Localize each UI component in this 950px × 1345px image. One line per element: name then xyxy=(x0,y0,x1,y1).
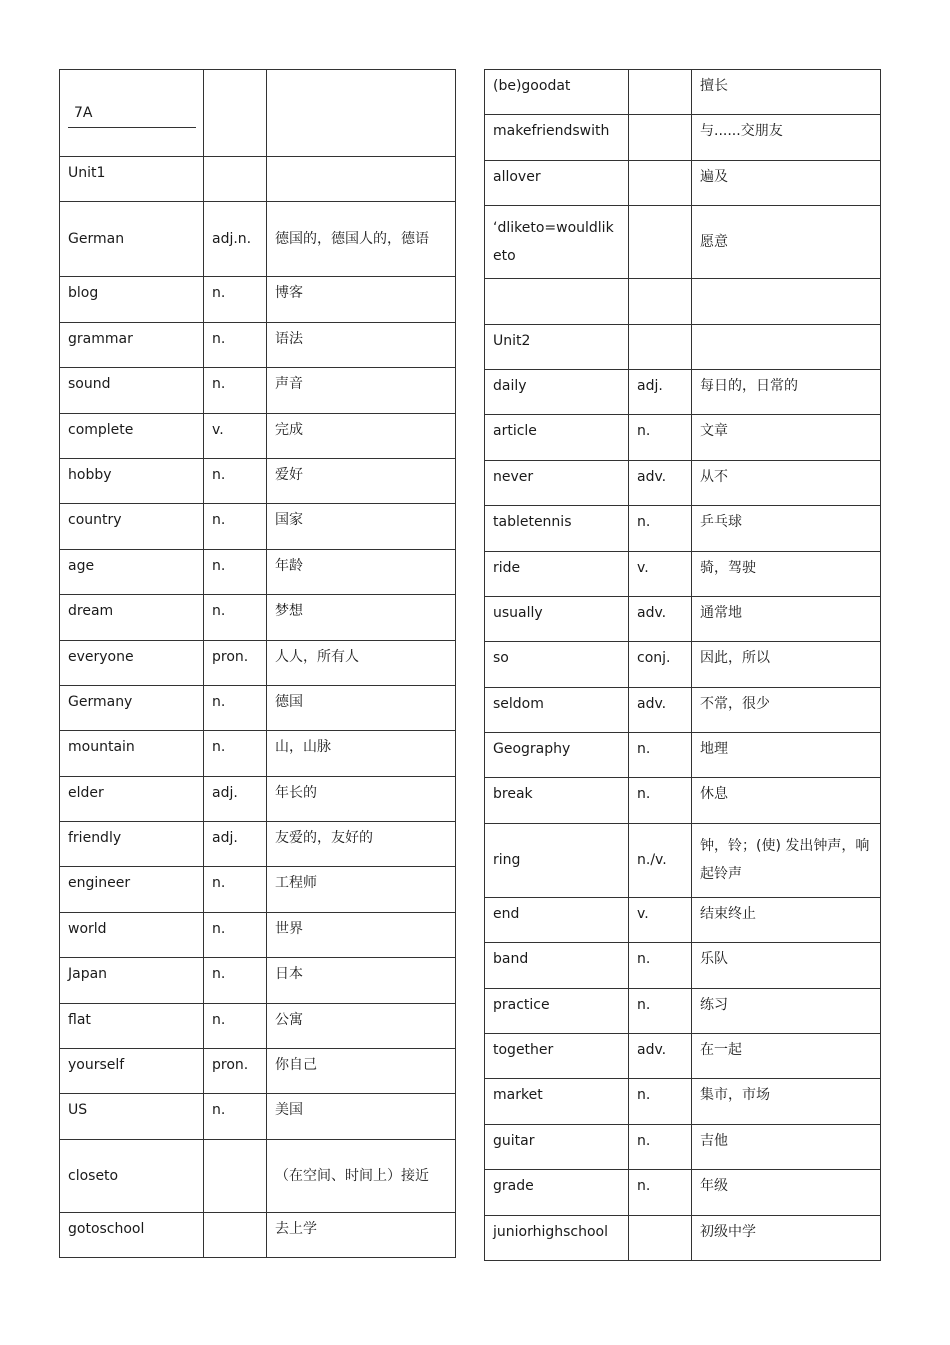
word-cell: gotoschool xyxy=(60,1212,204,1257)
word-cell: guitar xyxy=(485,1124,629,1169)
word-cell: world xyxy=(60,912,204,957)
word-cell: practice xyxy=(485,988,629,1033)
pos-cell: n. xyxy=(629,1079,692,1124)
meaning-cell: 遍及 xyxy=(692,160,881,205)
pos-cell xyxy=(629,160,692,205)
word-cell: juniorhighschool xyxy=(485,1215,629,1260)
vocab-row xyxy=(485,415,881,460)
meaning-cell: 爱好 xyxy=(267,458,456,503)
meaning-cell: （在空间、时间上）接近 xyxy=(267,1139,456,1212)
word-cell: tabletennis xyxy=(485,506,629,551)
word-cell: sound xyxy=(60,368,204,413)
word-cell: (be)goodat xyxy=(485,70,629,115)
vocab-row xyxy=(60,549,456,594)
vocab-row xyxy=(60,1094,456,1139)
meaning-cell: 集市，市场 xyxy=(692,1079,881,1124)
meaning-cell: 德国 xyxy=(267,685,456,730)
pos-cell: n./v. xyxy=(629,823,692,897)
meaning-cell: 乒乓球 xyxy=(692,506,881,551)
vocab-row xyxy=(60,1212,456,1257)
pos-cell: conj. xyxy=(629,642,692,687)
pos-cell: adv. xyxy=(629,1034,692,1079)
pos-cell xyxy=(204,1139,267,1212)
vocab-row xyxy=(485,115,881,160)
vocab-row xyxy=(485,460,881,505)
header-empty-cell xyxy=(204,70,267,157)
pos-cell: adv. xyxy=(629,596,692,641)
meaning-cell: 年长的 xyxy=(267,776,456,821)
vocab-row xyxy=(485,642,881,687)
meaning-cell: 年级 xyxy=(692,1170,881,1215)
pos-cell: pron. xyxy=(204,640,267,685)
vocab-row xyxy=(60,277,456,322)
vocab-row xyxy=(60,1139,456,1212)
meaning-cell: 梦想 xyxy=(267,595,456,640)
word-cell: closeto xyxy=(60,1139,204,1212)
meaning-cell xyxy=(267,157,456,202)
vocab-row xyxy=(485,160,881,205)
pos-cell: v. xyxy=(629,897,692,942)
meaning-cell: 工程师 xyxy=(267,867,456,912)
meaning-cell: 语法 xyxy=(267,322,456,367)
vocab-row xyxy=(60,413,456,458)
meaning-cell: 练习 xyxy=(692,988,881,1033)
vocab-row xyxy=(60,322,456,367)
meaning-cell: 声音 xyxy=(267,368,456,413)
meaning-cell: 年龄 xyxy=(267,549,456,594)
meaning-cell: 吉他 xyxy=(692,1124,881,1169)
word-cell: market xyxy=(485,1079,629,1124)
grade-label: 7A xyxy=(68,101,196,128)
meaning-cell: 愿意 xyxy=(692,206,881,279)
meaning-cell: 人人，所有人 xyxy=(267,640,456,685)
vocab-row xyxy=(485,551,881,596)
pos-cell: v. xyxy=(204,413,267,458)
pos-cell: n. xyxy=(204,912,267,957)
pos-cell: n. xyxy=(204,595,267,640)
word-cell: age xyxy=(60,549,204,594)
pos-cell: n. xyxy=(629,988,692,1033)
pos-cell xyxy=(629,324,692,369)
word-cell: break xyxy=(485,778,629,823)
vocab-row xyxy=(60,1049,456,1094)
pos-cell: n. xyxy=(204,277,267,322)
vocab-row xyxy=(60,595,456,640)
pos-cell: adj. xyxy=(204,776,267,821)
vocab-row xyxy=(485,778,881,823)
pos-cell: n. xyxy=(629,733,692,778)
meaning-cell: 国家 xyxy=(267,504,456,549)
meaning-cell xyxy=(692,324,881,369)
vocab-row xyxy=(60,822,456,867)
pos-cell: adv. xyxy=(629,460,692,505)
vocab-row xyxy=(60,458,456,503)
word-cell: everyone xyxy=(60,640,204,685)
word-cell: Unit2 xyxy=(485,324,629,369)
pos-cell: v. xyxy=(629,551,692,596)
word-cell: engineer xyxy=(60,867,204,912)
word-cell: German xyxy=(60,202,204,277)
header-empty-cell xyxy=(267,70,456,157)
vocab-row xyxy=(485,596,881,641)
pos-cell: adj.n. xyxy=(204,202,267,277)
pos-cell xyxy=(629,115,692,160)
vocab-row xyxy=(60,1003,456,1048)
pos-cell xyxy=(629,70,692,115)
pos-cell xyxy=(204,157,267,202)
vocab-row xyxy=(485,733,881,778)
vocab-row xyxy=(485,70,881,115)
word-cell: never xyxy=(485,460,629,505)
vocab-row xyxy=(485,1034,881,1079)
word-cell: flat xyxy=(60,1003,204,1048)
meaning-cell: 文章 xyxy=(692,415,881,460)
meaning-cell: 不常，很少 xyxy=(692,687,881,732)
word-cell: blog xyxy=(60,277,204,322)
pos-cell: n. xyxy=(629,778,692,823)
meaning-cell: 通常地 xyxy=(692,596,881,641)
word-cell: grade xyxy=(485,1170,629,1215)
meaning-cell: 每日的，日常的 xyxy=(692,369,881,414)
vocab-row xyxy=(485,1079,881,1124)
pos-cell: n. xyxy=(204,867,267,912)
vocab-table-right xyxy=(484,69,881,1261)
pos-cell: adj. xyxy=(204,822,267,867)
pos-cell xyxy=(629,279,692,324)
word-cell: complete xyxy=(60,413,204,458)
pos-cell: n. xyxy=(204,322,267,367)
word-cell: allover xyxy=(485,160,629,205)
pos-cell: n. xyxy=(629,415,692,460)
vocab-row xyxy=(485,1124,881,1169)
meaning-cell: 山，山脉 xyxy=(267,731,456,776)
pos-cell xyxy=(629,1215,692,1260)
vocab-row xyxy=(485,823,881,897)
pos-cell: n. xyxy=(629,506,692,551)
vocab-row xyxy=(485,687,881,732)
pos-cell: n. xyxy=(204,731,267,776)
vocab-row xyxy=(60,912,456,957)
word-cell: friendly xyxy=(60,822,204,867)
meaning-cell: 与......交朋友 xyxy=(692,115,881,160)
vocab-row xyxy=(485,943,881,988)
pos-cell: n. xyxy=(204,458,267,503)
pos-cell xyxy=(204,1212,267,1257)
pos-cell: n. xyxy=(629,943,692,988)
vocab-row xyxy=(485,324,881,369)
pos-cell: n. xyxy=(629,1124,692,1169)
word-cell: article xyxy=(485,415,629,460)
word-cell: seldom xyxy=(485,687,629,732)
word-cell: ‘dliketo=wouldliketo xyxy=(485,206,629,279)
word-cell: country xyxy=(60,504,204,549)
word-cell xyxy=(485,279,629,324)
vocab-row xyxy=(485,1215,881,1260)
vocab-row xyxy=(60,640,456,685)
table-header-row xyxy=(60,70,456,157)
meaning-cell: 公寓 xyxy=(267,1003,456,1048)
meaning-cell: 乐队 xyxy=(692,943,881,988)
word-cell: elder xyxy=(60,776,204,821)
vocab-row xyxy=(60,958,456,1003)
word-cell: US xyxy=(60,1094,204,1139)
vocab-row xyxy=(60,157,456,202)
pos-cell xyxy=(629,206,692,279)
vocab-row xyxy=(485,1170,881,1215)
vocab-row xyxy=(60,504,456,549)
pos-cell: adv. xyxy=(629,687,692,732)
word-cell: end xyxy=(485,897,629,942)
vocab-row xyxy=(60,776,456,821)
meaning-cell: 友爱的，友好的 xyxy=(267,822,456,867)
meaning-cell: 从不 xyxy=(692,460,881,505)
vocab-row xyxy=(485,506,881,551)
vocab-row xyxy=(485,988,881,1033)
pos-cell: n. xyxy=(204,958,267,1003)
word-cell: daily xyxy=(485,369,629,414)
word-cell: ring xyxy=(485,823,629,897)
meaning-cell: 擅长 xyxy=(692,70,881,115)
word-cell: band xyxy=(485,943,629,988)
meaning-cell: 结束终止 xyxy=(692,897,881,942)
pos-cell: adj. xyxy=(629,369,692,414)
word-cell: hobby xyxy=(60,458,204,503)
pos-cell: pron. xyxy=(204,1049,267,1094)
meaning-cell: 美国 xyxy=(267,1094,456,1139)
word-cell: grammar xyxy=(60,322,204,367)
word-cell: yourself xyxy=(60,1049,204,1094)
header-cell xyxy=(60,70,204,157)
meaning-cell: 德国的，德国人的，德语 xyxy=(267,202,456,277)
meaning-cell: 因此，所以 xyxy=(692,642,881,687)
word-cell: Germany xyxy=(60,685,204,730)
word-cell: so xyxy=(485,642,629,687)
pos-cell: n. xyxy=(204,1094,267,1139)
pos-cell: n. xyxy=(204,504,267,549)
meaning-cell: 骑，驾驶 xyxy=(692,551,881,596)
word-cell: Geography xyxy=(485,733,629,778)
word-cell: together xyxy=(485,1034,629,1079)
meaning-cell: 钟，铃；(使) 发出钟声，响起铃声 xyxy=(692,823,881,897)
pos-cell: n. xyxy=(204,685,267,730)
vocab-row xyxy=(60,202,456,277)
pos-cell: n. xyxy=(629,1170,692,1215)
word-cell: mountain xyxy=(60,731,204,776)
meaning-cell: 在一起 xyxy=(692,1034,881,1079)
pos-cell: n. xyxy=(204,1003,267,1048)
meaning-cell: 博客 xyxy=(267,277,456,322)
vocab-row xyxy=(60,368,456,413)
meaning-cell xyxy=(692,279,881,324)
word-cell: ride xyxy=(485,551,629,596)
meaning-cell: 完成 xyxy=(267,413,456,458)
meaning-cell: 初级中学 xyxy=(692,1215,881,1260)
vocab-row xyxy=(485,897,881,942)
word-cell: dream xyxy=(60,595,204,640)
meaning-cell: 世界 xyxy=(267,912,456,957)
vocab-row xyxy=(60,867,456,912)
word-cell: usually xyxy=(485,596,629,641)
meaning-cell: 日本 xyxy=(267,958,456,1003)
vocab-row xyxy=(485,369,881,414)
meaning-cell: 地理 xyxy=(692,733,881,778)
vocab-row xyxy=(485,279,881,324)
meaning-cell: 去上学 xyxy=(267,1212,456,1257)
vocab-row xyxy=(60,685,456,730)
meaning-cell: 休息 xyxy=(692,778,881,823)
word-cell: Unit1 xyxy=(60,157,204,202)
vocab-row xyxy=(485,206,881,279)
pos-cell: n. xyxy=(204,549,267,594)
meaning-cell: 你自己 xyxy=(267,1049,456,1094)
word-cell: Japan xyxy=(60,958,204,1003)
pos-cell: n. xyxy=(204,368,267,413)
word-cell: makefriendswith xyxy=(485,115,629,160)
vocab-table-left xyxy=(59,69,456,1258)
vocab-row xyxy=(60,731,456,776)
